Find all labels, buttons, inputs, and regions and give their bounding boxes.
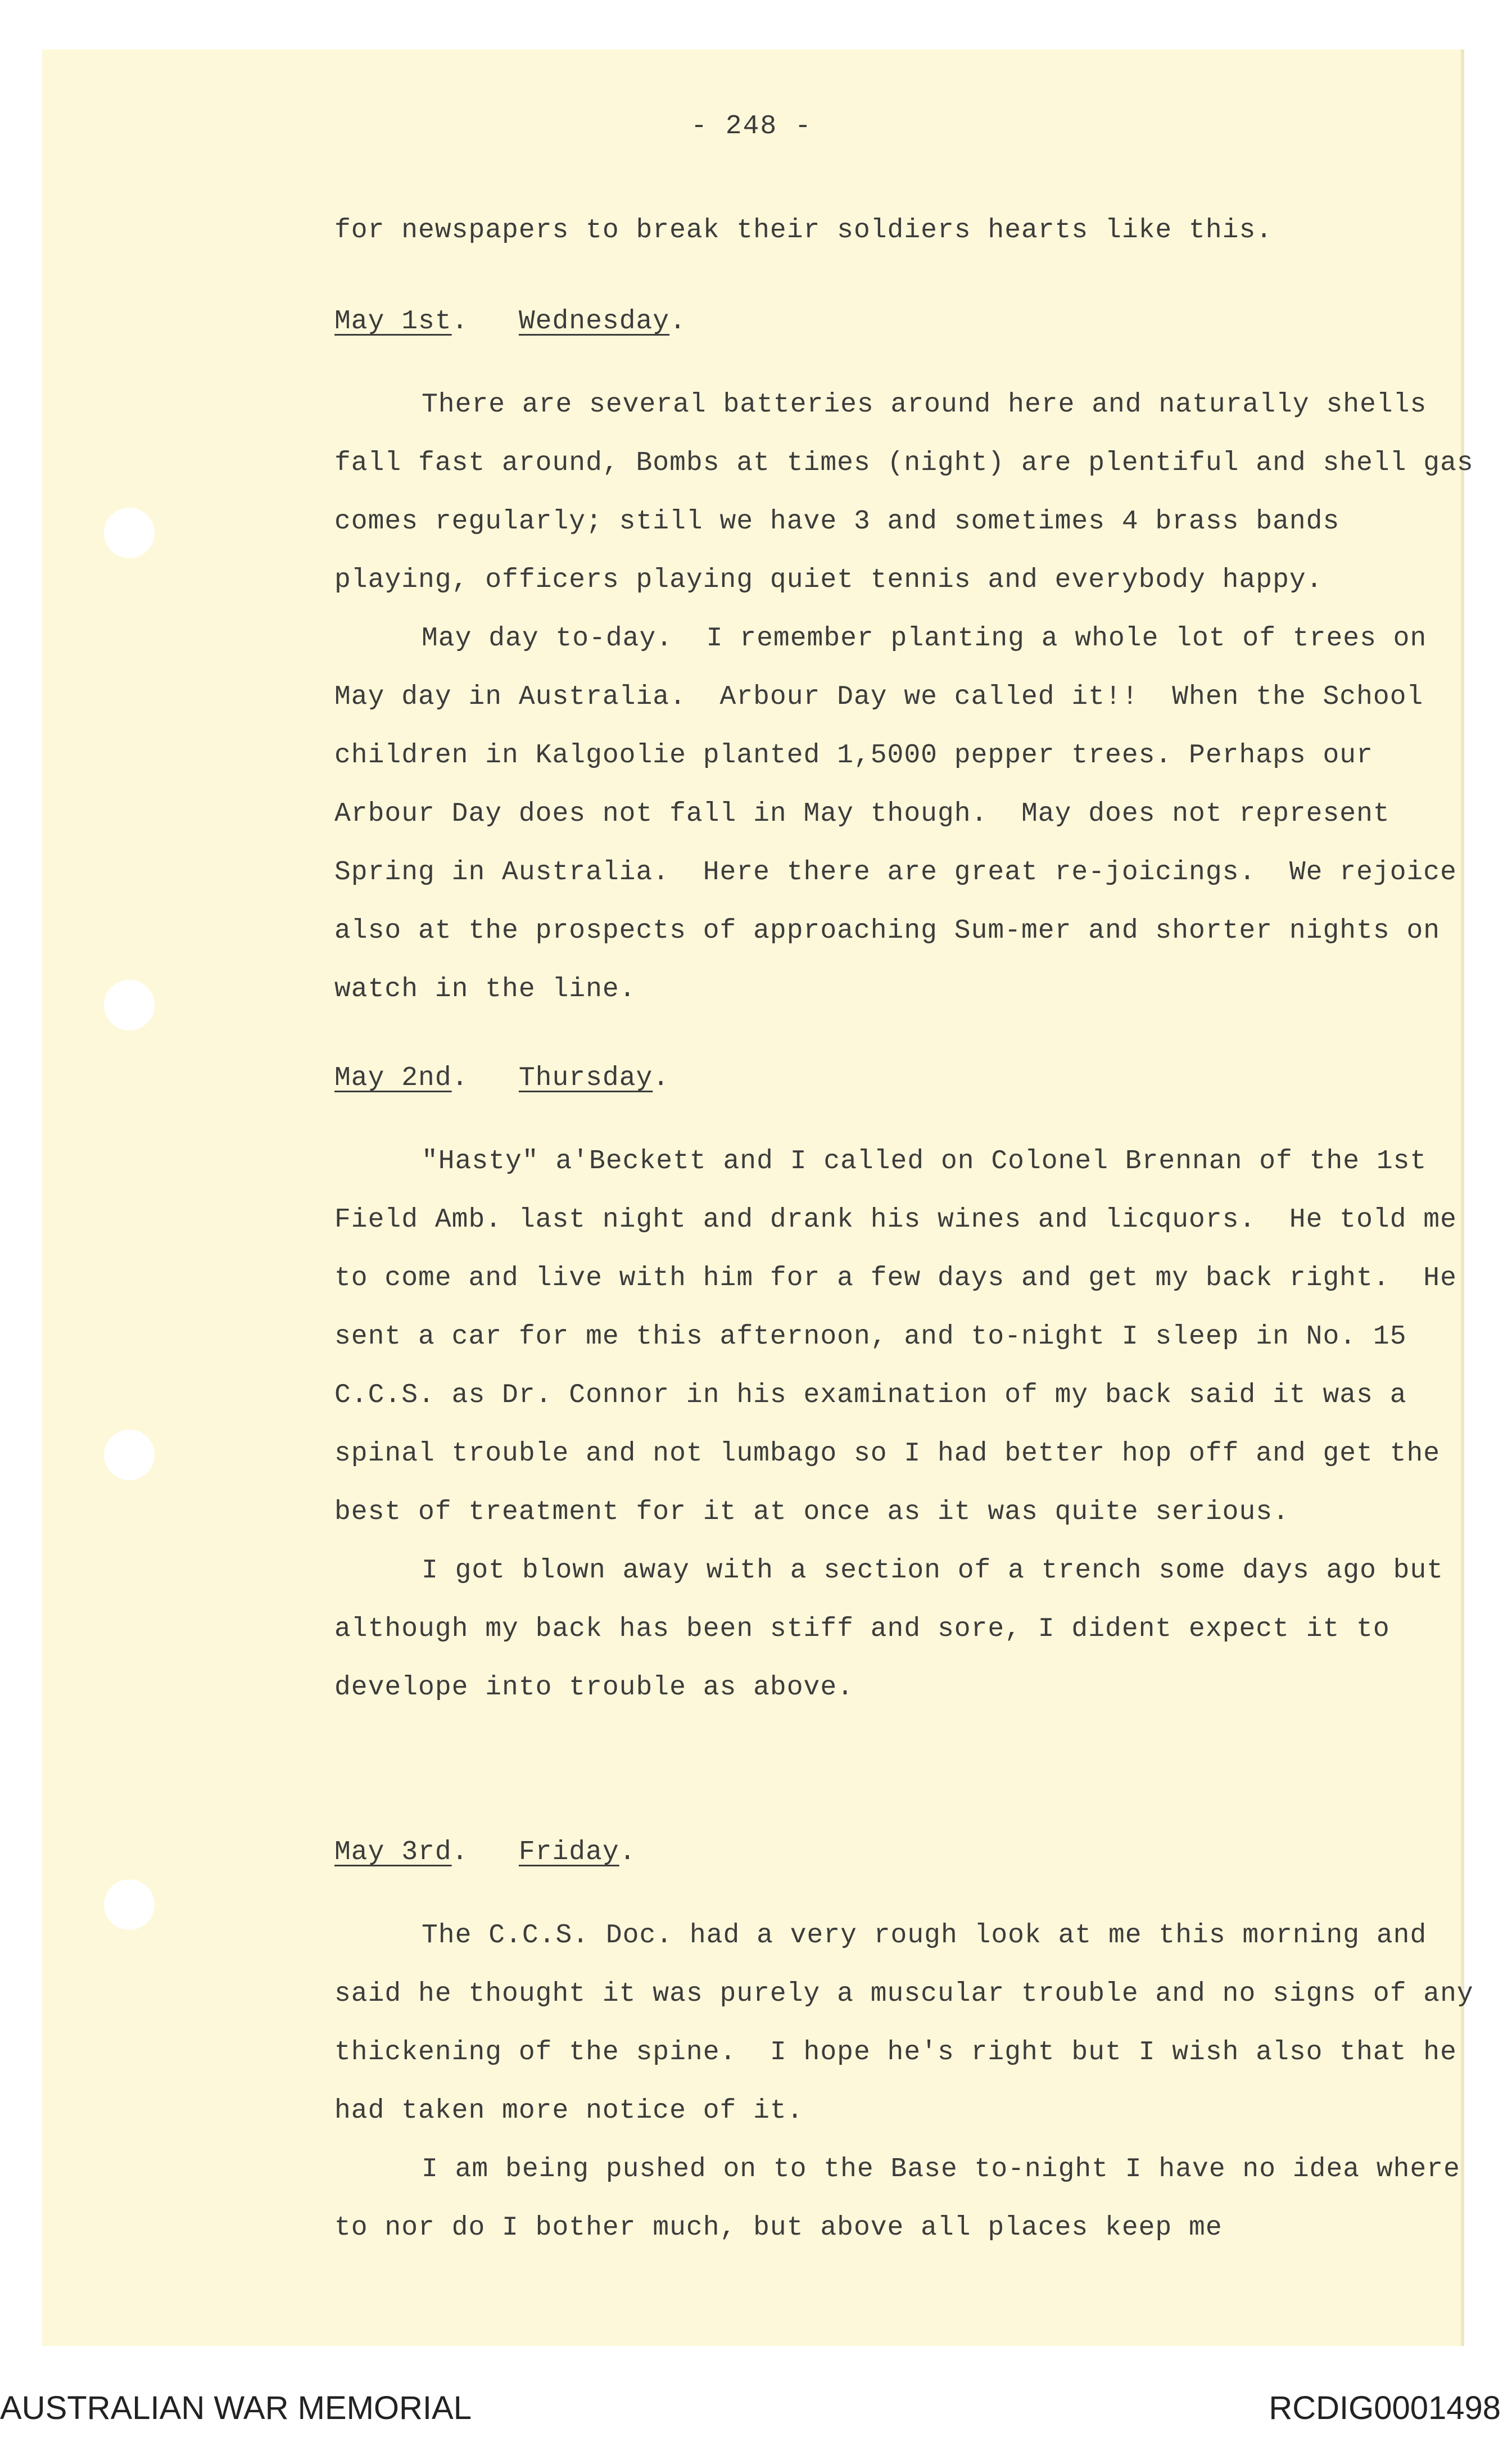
opening-line: for newspapers to break their soldiers hearts like this. — [334, 215, 1273, 246]
entry-day: Thursday — [518, 1063, 653, 1093]
entry-paragraph: The C.C.S. Doc. had a very rough look at me this morning and said he thought it was purely a muscular trouble and no signs of any thickening of the spine. I hope he's right but I wish also that he had taken more notice of it. — [334, 1920, 1491, 2126]
entry-date: May 1st — [334, 306, 452, 337]
entry-heading: May 3rd. Friday. — [334, 1837, 636, 1868]
diary-entry-may-1 — [334, 292, 1491, 1019]
entry-day: Friday — [518, 1837, 619, 1868]
footer-record-id: RCDIG0001498 — [1269, 2390, 1501, 2426]
page-number: - 248 - — [691, 111, 812, 142]
entry-paragraph: I am being pushed on to the Base to-night I have no idea where to nor do I bother much, but above all places keep me — [334, 2154, 1477, 2243]
punch-hole — [104, 1879, 155, 1930]
document-page — [42, 49, 1491, 2346]
entry-paragraph: May day to-day. I remember planting a whole lot of trees on May day in Australia. Arbour Day we called it!! When the School children in Kalgoolie planted 1,5000 pepper trees. Perhaps our Arbour Day does not fall in May though. May does not represent Spring in Australia. Here there are great re-joicings. We rejoice also at the prospects of approaching Sum-mer and shorter nights on watch in the line. — [334, 623, 1474, 1005]
entry-paragraph: There are several batteries around here and naturally shells fall fast around, Bombs at times (night) are plentiful and shell gas comes regularly; still we have 3 and sometimes 4 brass bands playing, officers playing quiet tennis and everybody happy. — [334, 390, 1491, 595]
entry-heading: May 2nd. Thursday. — [334, 1063, 670, 1093]
opening-text — [334, 201, 1475, 260]
footer-archive-name: AUSTRALIAN WAR MEMORIAL — [0, 2390, 472, 2426]
entry-date: May 2nd — [334, 1063, 452, 1093]
punch-hole — [104, 508, 155, 558]
punch-hole — [104, 980, 155, 1030]
punch-hole — [104, 1430, 155, 1480]
diary-entry-may-3 — [334, 1823, 1491, 2257]
entry-date: May 3rd — [334, 1837, 452, 1868]
entry-day: Wednesday — [518, 306, 670, 337]
entry-paragraph: "Hasty" a'Beckett and I called on Colonel Brennan of the 1st Field Amb. last night and drank his wines and licquors. He told me to come and live with him for a few days and get my back right. He sent a car for me this afternoon, and to-night I sleep in No. 15 C.C.S. as Dr. Connor in his examination of my back said it was a spinal trouble and not lumbago so I had better hop off and get the best of treatment for it at once as it was quite serious. — [334, 1146, 1474, 1527]
entry-heading: May 1st. Wednesday. — [334, 306, 686, 337]
entry-paragraph: I got blown away with a section of a trench some days ago but although my back has been stiff and sore, I dident expect it to develope into trouble as above. — [334, 1556, 1460, 1703]
diary-entry-may-2 — [334, 1049, 1475, 1717]
